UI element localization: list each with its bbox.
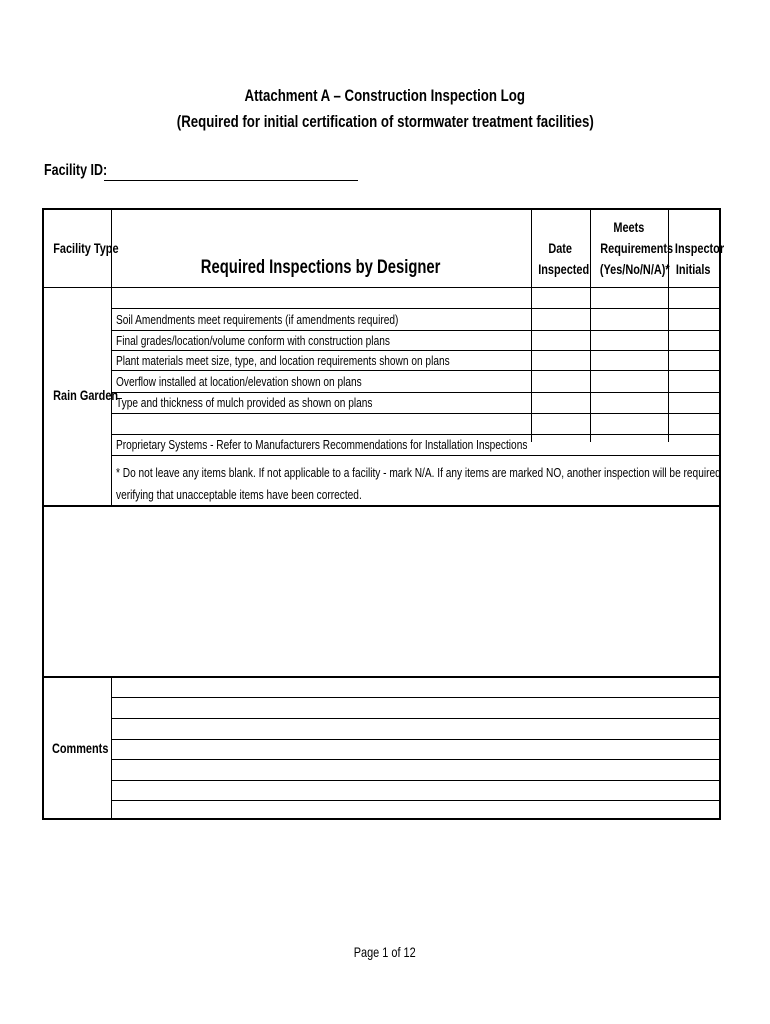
header-divider bbox=[44, 287, 719, 288]
inspection-item: Overflow installed at location/elevation shown on plans bbox=[116, 374, 362, 389]
instruction-note: * Do not leave any items blank. If not applicable to a facility - mark N/A. If any items are marked NO, another inspection will be required verifying that unacceptable items have been corrected. bbox=[116, 465, 721, 502]
inspection-item: Plant materials meet size, type, and location requirements shown on plans bbox=[116, 353, 450, 368]
header-facility-type: Facility Type bbox=[53, 240, 119, 256]
inspection-item: Soil Amendments meet requirements (if amendments required) bbox=[116, 312, 399, 327]
facility-id-label: Facility ID: bbox=[44, 162, 108, 179]
header-required-inspections: Required Inspections by Designer bbox=[201, 257, 441, 278]
header-date-inspected: Date Inspected bbox=[538, 240, 590, 277]
inspection-item: Type and thickness of mulch provided as shown on plans bbox=[116, 395, 373, 410]
comments-label: Comments bbox=[51, 740, 109, 756]
header-meets-requirements: Meets Requirements (Yes/No/N/A)* bbox=[599, 219, 674, 277]
inspection-item: Final grades/location/volume conform with construction plans bbox=[116, 333, 390, 348]
page-number: Page 1 of 12 bbox=[354, 944, 416, 960]
inspection-item: Proprietary Systems - Refer to Manufacturers Recommendations for Installation Inspections bbox=[116, 437, 528, 452]
document-subtitle: (Required for initial certification of stormwater treatment facilities) bbox=[176, 112, 594, 131]
inspection-log-table bbox=[42, 208, 725, 820]
header-inspector-initials: Inspector Initials bbox=[674, 240, 725, 277]
facility-type-cell: Rain Garden bbox=[53, 387, 119, 403]
document-title: Attachment A – Construction Inspection Log bbox=[244, 86, 526, 105]
section-divider bbox=[44, 676, 719, 678]
facility-id-field[interactable] bbox=[104, 180, 358, 181]
